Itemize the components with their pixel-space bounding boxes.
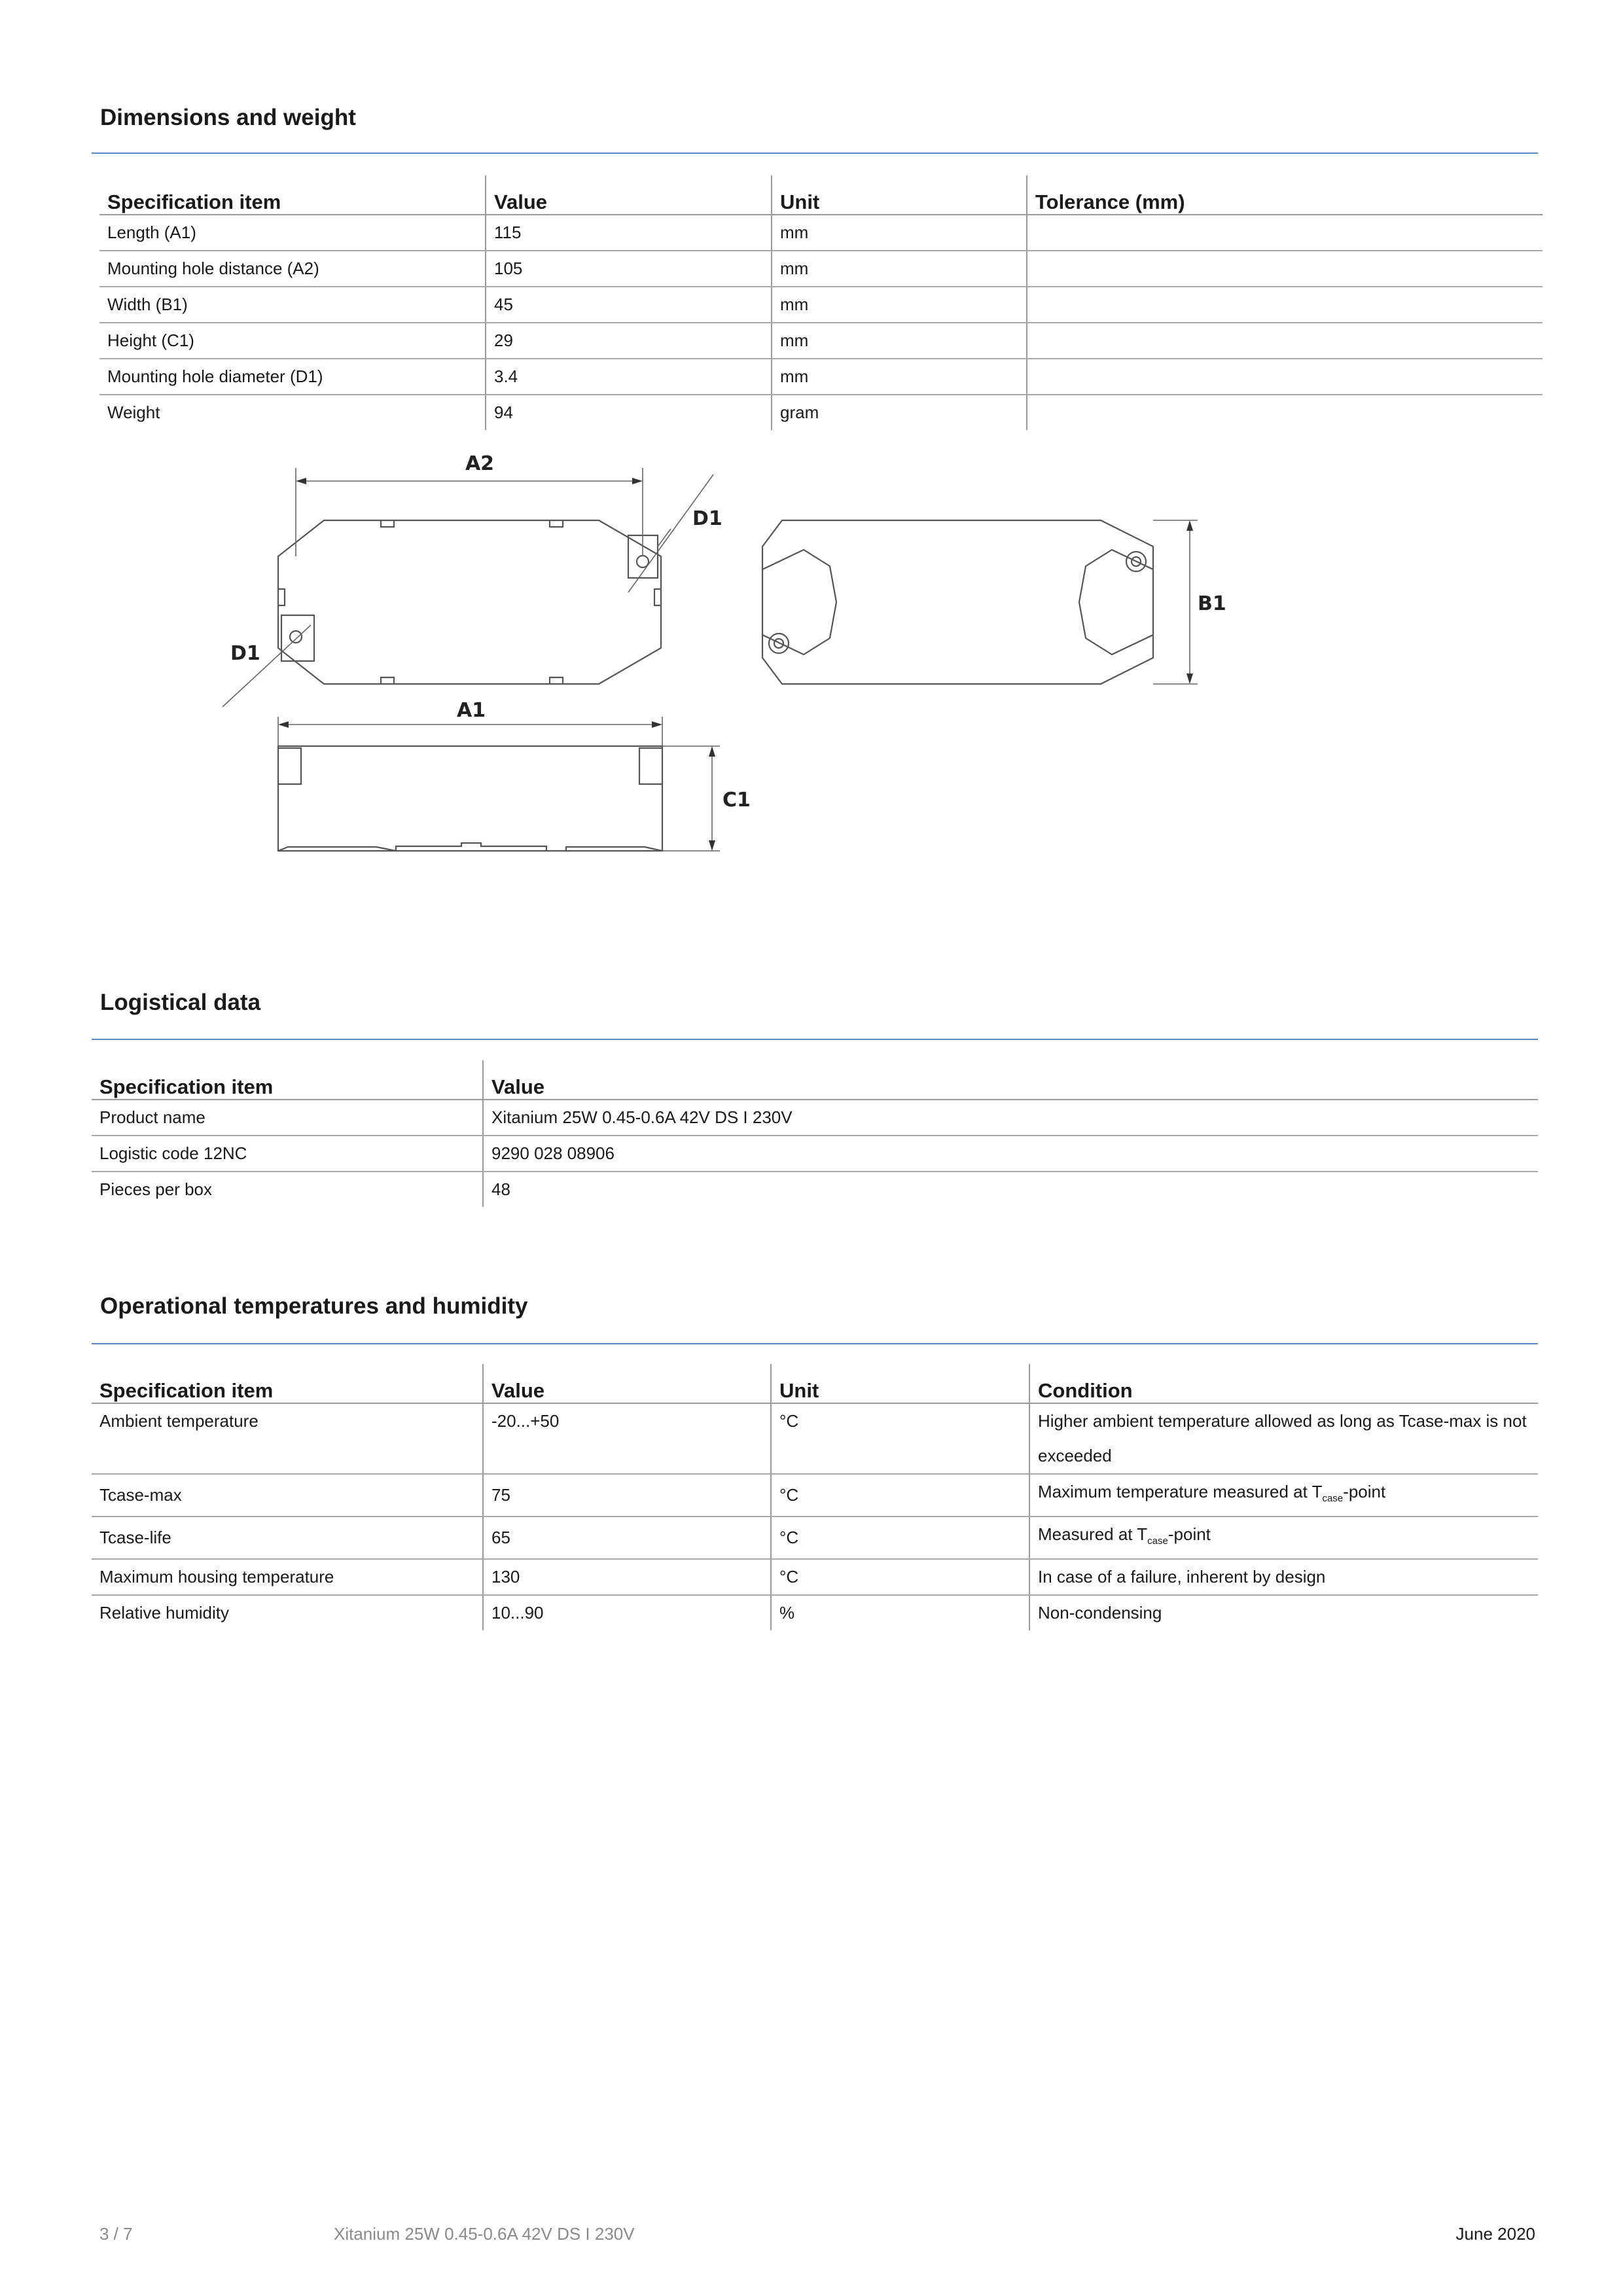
dimension-drawing xyxy=(209,445,1230,864)
dimension-label-a2: A2 xyxy=(465,452,495,475)
dimension-label-b1: B1 xyxy=(1198,592,1226,615)
table-cell: 94 xyxy=(486,395,772,430)
table-cell: mm xyxy=(772,359,1027,395)
table-row xyxy=(99,359,1543,395)
section-divider xyxy=(92,1343,1538,1344)
table-cell: 3.4 xyxy=(486,359,772,395)
table-cell: Tcase-life xyxy=(92,1516,483,1559)
table-cell: Relative humidity xyxy=(99,1603,229,1623)
table-cell: Ambient temperature xyxy=(92,1403,483,1474)
logistics-table xyxy=(92,1060,1538,1207)
table-header-row xyxy=(92,1060,1538,1100)
table-cell: Xitanium 25W 0.45-0.6A 42V DS I 230V xyxy=(483,1100,1538,1136)
column-header: Specification item xyxy=(92,1060,483,1100)
table-cell: % xyxy=(771,1595,1029,1630)
table-cell: Product name xyxy=(92,1100,483,1136)
condition-text: Measured at T xyxy=(1038,1524,1148,1545)
table-cell: Width (B1) xyxy=(99,287,486,323)
section-divider xyxy=(92,1039,1538,1040)
column-header: Specification item xyxy=(92,1364,483,1403)
table-row xyxy=(92,1100,1538,1136)
table-cell: mm xyxy=(772,287,1027,323)
table-cell: Pieces per box xyxy=(99,1179,212,1199)
table-cell: Tcase-max xyxy=(92,1474,483,1516)
subscript: case xyxy=(1322,1493,1344,1505)
table-cell: Mounting hole diameter (D1) xyxy=(99,359,486,395)
table-cell xyxy=(1027,215,1543,251)
subscript: case xyxy=(1147,1535,1168,1547)
table-cell: 48 xyxy=(483,1172,1538,1207)
table-row xyxy=(99,395,1543,430)
table-cell: °C xyxy=(771,1474,1029,1516)
operational-table xyxy=(92,1364,1538,1630)
table-cell xyxy=(1027,287,1543,323)
table-header-row xyxy=(92,1364,1538,1403)
table-cell: mm xyxy=(772,323,1027,359)
table-cell: mm xyxy=(772,251,1027,287)
dimensions-table xyxy=(99,175,1543,430)
dimension-label-a1: A1 xyxy=(456,699,486,722)
dimension-label-c1: C1 xyxy=(722,789,751,812)
table-row xyxy=(99,323,1543,359)
table-cell: 105 xyxy=(486,251,772,287)
table-cell: Weight xyxy=(107,403,160,422)
condition-text: -point xyxy=(1168,1524,1211,1545)
table-cell: °C xyxy=(771,1559,1029,1595)
table-cell: 115 xyxy=(486,215,772,251)
table-cell: Higher ambient temperature allowed as long as Tcase-max is not exceeded xyxy=(1029,1403,1538,1474)
table-cell: 75 xyxy=(483,1474,771,1516)
condition-text: Maximum temperature measured at T xyxy=(1038,1482,1323,1501)
table-cell: gram xyxy=(772,395,1027,430)
footer-product-name: Xitanium 25W 0.45-0.6A 42V DS I 230V xyxy=(334,2224,635,2244)
table-cell: mm xyxy=(772,215,1027,251)
section-title-logistics: Logistical data xyxy=(100,990,261,1015)
table-cell: 130 xyxy=(483,1559,771,1595)
table-cell: 65 xyxy=(483,1516,771,1559)
table-cell xyxy=(1027,251,1543,287)
table-row xyxy=(92,1403,1538,1474)
table-cell: In case of a failure, inherent by design xyxy=(1029,1559,1538,1595)
column-header: Unit xyxy=(771,1364,1029,1403)
table-cell xyxy=(1027,359,1543,395)
table-row xyxy=(92,1474,1538,1516)
table-row xyxy=(92,1516,1538,1559)
table-cell: Height (C1) xyxy=(99,323,486,359)
table-row xyxy=(92,1559,1538,1595)
condition-text: -point xyxy=(1343,1482,1386,1501)
table-cell: 9290 028 08906 xyxy=(483,1136,1538,1172)
table-cell xyxy=(1027,395,1543,430)
table-row xyxy=(92,1172,1538,1207)
table-cell: °C xyxy=(771,1403,1029,1474)
dimension-label-d1: D1 xyxy=(230,642,260,665)
page-number: 3 / 7 xyxy=(99,2224,133,2244)
table-row xyxy=(92,1136,1538,1172)
table-cell xyxy=(1029,1474,1538,1516)
table-row xyxy=(99,215,1543,251)
table-header-row xyxy=(99,175,1543,215)
column-header: Value xyxy=(486,175,772,215)
table-cell xyxy=(1027,323,1543,359)
table-cell: -20...+50 xyxy=(483,1403,771,1474)
dimension-label-d1: D1 xyxy=(692,507,722,530)
column-header: Value xyxy=(483,1060,1538,1100)
table-cell xyxy=(1029,1516,1538,1559)
section-title-dimensions: Dimensions and weight xyxy=(100,105,356,130)
table-cell: Length (A1) xyxy=(99,215,486,251)
table-cell: 10...90 xyxy=(483,1595,771,1630)
column-header: Unit xyxy=(772,175,1027,215)
column-header: Value xyxy=(483,1364,771,1403)
footer-date: June 2020 xyxy=(1455,2224,1535,2244)
table-cell: Maximum housing temperature xyxy=(92,1559,483,1595)
column-header: Specification item xyxy=(99,175,486,215)
column-header: Tolerance (mm) xyxy=(1027,175,1543,215)
section-title-operational: Operational temperatures and humidity xyxy=(100,1293,528,1319)
table-cell: °C xyxy=(771,1516,1029,1559)
table-row xyxy=(92,1595,1538,1630)
table-row xyxy=(99,287,1543,323)
table-row xyxy=(99,251,1543,287)
section-divider xyxy=(92,152,1538,154)
column-header: Condition xyxy=(1029,1364,1538,1403)
table-cell: Mounting hole distance (A2) xyxy=(99,251,486,287)
table-cell: 45 xyxy=(486,287,772,323)
table-cell: Logistic code 12NC xyxy=(92,1136,483,1172)
table-cell: 29 xyxy=(486,323,772,359)
table-cell: Non-condensing xyxy=(1029,1595,1538,1630)
